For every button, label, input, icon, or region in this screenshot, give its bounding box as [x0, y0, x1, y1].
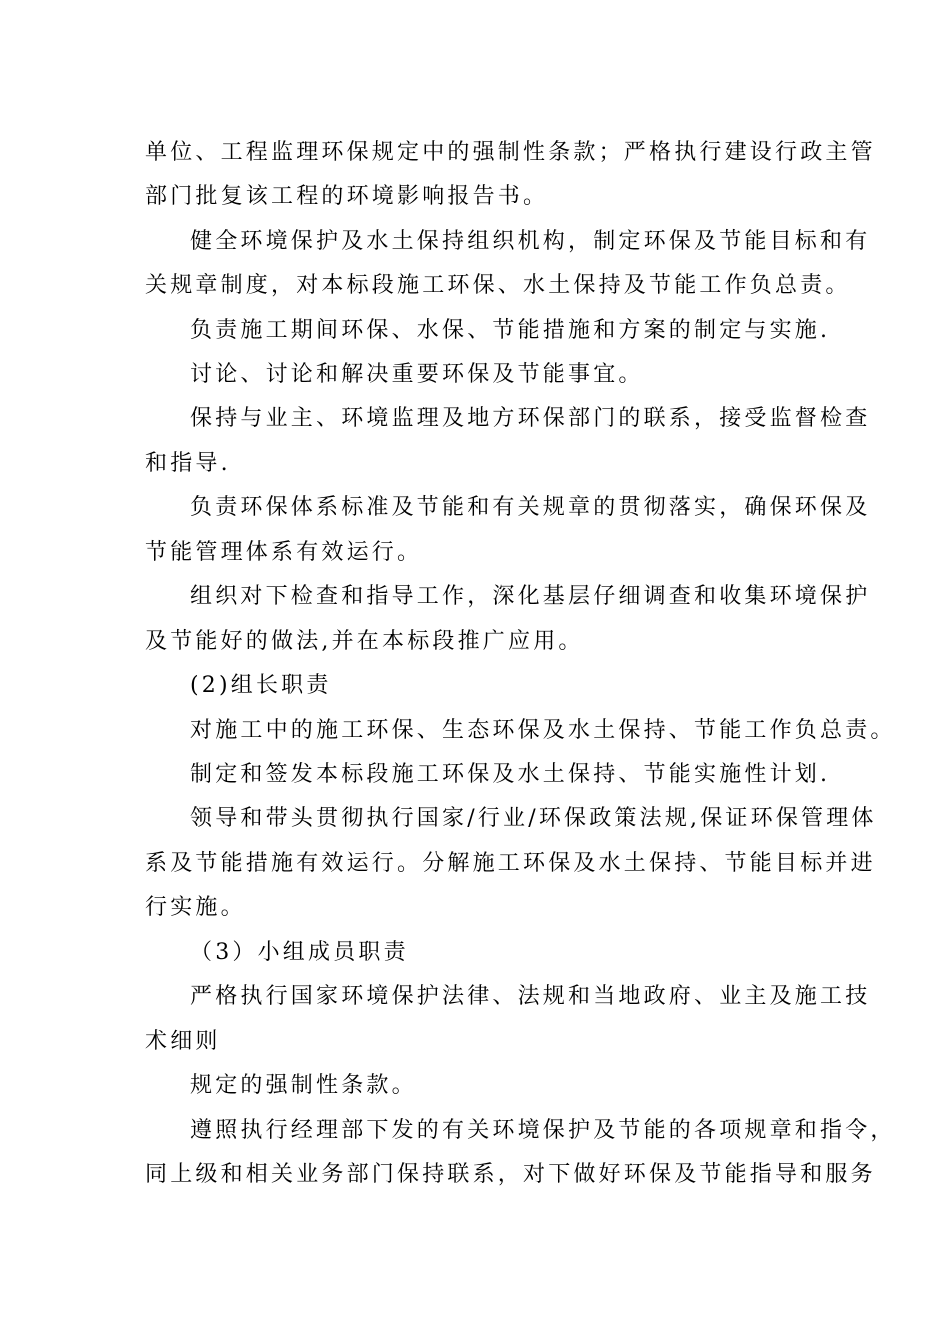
paragraph-line: 关规章制度，对本标段施工环保、水土保持及节能工作负总责。 [145, 273, 851, 298]
paragraph-line: 领导和带头贯彻执行国家/行业/环保政策法规,保证环保管理体 [190, 806, 877, 831]
paragraph-line: 规定的强制性条款。 [190, 1073, 417, 1098]
paragraph-line: 系及节能措施有效运行。分解施工环保及水土保持、节能目标并进 [145, 851, 876, 876]
paragraph-line: 负责环保体系标准及节能和有关规章的贯彻落实，确保环保及 [190, 495, 871, 520]
section-heading: （3）小组成员职责 [190, 940, 409, 965]
paragraph-line: 保持与业主、环境监理及地方环保部门的联系，接受监督检查 [190, 406, 871, 431]
paragraph-line: 组织对下检查和指导工作，深化基层仔细调查和收集环境保护 [190, 584, 871, 609]
paragraph-line: 节能管理体系有效运行。 [145, 540, 423, 565]
paragraph-line: 负责施工期间环保、水保、节能措施和方案的制定与实施. [190, 318, 831, 343]
paragraph-line: 和指导. [145, 451, 231, 476]
paragraph-line: 遵照执行经理部下发的有关环境保护及节能的各项规章和指令， [190, 1118, 896, 1143]
paragraph-line: 同上级和相关业务部门保持联系，对下做好环保及节能指导和服务 [145, 1162, 876, 1187]
paragraph-line: 行实施。 [145, 895, 246, 920]
paragraph-line: 术细则 [145, 1029, 221, 1054]
section-heading: (2)组长职责 [190, 673, 332, 698]
paragraph-line: 部门批复该工程的环境影响报告书。 [145, 184, 549, 209]
paragraph-line: 及节能好的做法,并在本标段推广应用。 [145, 629, 584, 654]
paragraph-line: 健全环境保护及水土保持组织机构，制定环保及节能目标和有 [190, 229, 871, 254]
paragraph-line: 讨论、讨论和解决重要环保及节能事宜。 [190, 362, 644, 387]
paragraph-line: 严格执行国家环境保护法律、法规和当地政府、业主及施工技 [190, 984, 871, 1009]
paragraph-line: 制定和签发本标段施工环保及水土保持、节能实施性计划. [190, 762, 831, 787]
paragraph-line: 单位、工程监理环保规定中的强制性条款；严格执行建设行政主管 [145, 140, 876, 165]
paragraph-line: 对施工中的施工环保、生态环保及水土保持、节能工作负总责。 [190, 718, 896, 743]
